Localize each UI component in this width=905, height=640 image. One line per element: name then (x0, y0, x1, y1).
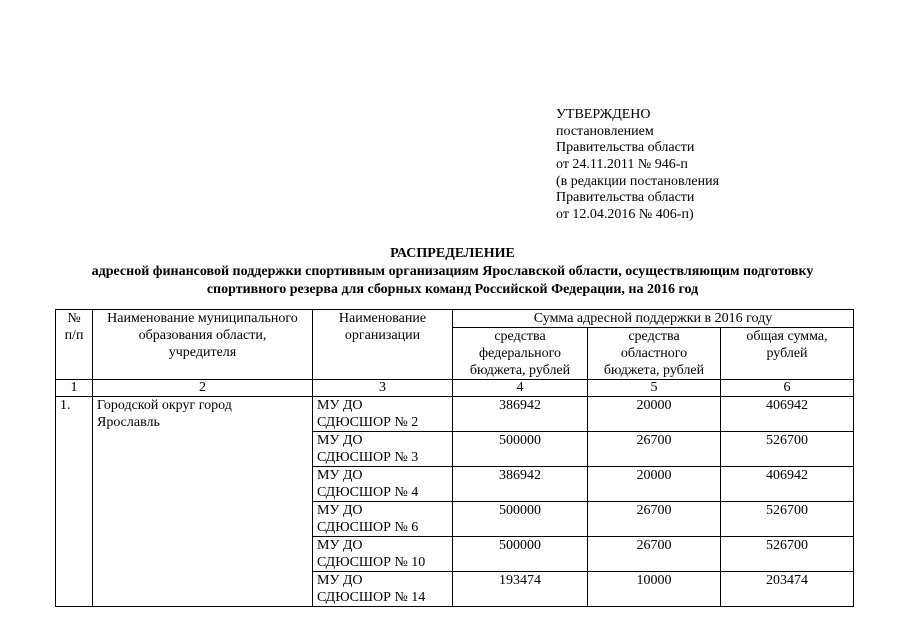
header-regional-budget: средства областного бюджета, рублей (588, 328, 721, 380)
approval-line: УТВЕРЖДЕНО (556, 107, 651, 122)
approval-line: от 12.04.2016 № 406-п) (556, 207, 694, 223)
approval-block (556, 107, 719, 224)
regional-amount: 10000 (588, 572, 721, 607)
organization-name: МУ ДО СДЮСШОР № 4 (313, 467, 453, 502)
organization-name: МУ ДО СДЮСШОР № 6 (313, 502, 453, 537)
municipality-name: Городской округ город Ярославль (93, 397, 313, 607)
federal-amount: 386942 (453, 467, 588, 502)
document-subtitle-line: адресной финансовой поддержки спортивным организациям Ярославской области, осуществляющим подготовку (91, 264, 814, 279)
total-amount: 406942 (721, 397, 854, 432)
header-total-sum: общая сумма, рублей (721, 328, 854, 380)
regional-amount: 26700 (588, 537, 721, 572)
total-amount: 203474 (721, 572, 854, 607)
organization-name: МУ ДО СДЮСШОР № 14 (313, 572, 453, 607)
column-number: 3 (313, 380, 453, 397)
document-title: РАСПРЕДЕЛЕНИЕ (390, 246, 515, 261)
organization-name: МУ ДО СДЮСШОР № 2 (313, 397, 453, 432)
organization-name: МУ ДО СДЮСШОР № 10 (313, 537, 453, 572)
federal-amount: 500000 (453, 502, 588, 537)
header-organization: Наименование организации (313, 310, 453, 380)
header-number: № п/п (56, 310, 93, 380)
row-number: 1. (56, 397, 93, 607)
federal-amount: 193474 (453, 572, 588, 607)
column-number: 2 (93, 380, 313, 397)
header-sum-group: Сумма адресной поддержки в 2016 году (453, 310, 854, 328)
approval-line: от 24.11.2011 № 946-п (556, 157, 688, 173)
document-title-block (0, 245, 905, 299)
approval-line: постановлением (556, 123, 654, 139)
table-row (56, 397, 854, 432)
document-subtitle-line: спортивного резерва для сборных команд Российской Федерации, на 2016 год (206, 282, 699, 297)
organization-name: МУ ДО СДЮСШОР № 3 (313, 432, 453, 467)
column-numbers-row (56, 380, 854, 397)
distribution-table (55, 309, 854, 607)
total-amount: 526700 (721, 432, 854, 467)
header-municipality: Наименование муниципального образования области, учредителя (93, 310, 313, 380)
approval-line: Правительства области (556, 190, 695, 206)
column-number: 5 (588, 380, 721, 397)
column-number: 4 (453, 380, 588, 397)
federal-amount: 386942 (453, 397, 588, 432)
column-number: 6 (721, 380, 854, 397)
total-amount: 406942 (721, 467, 854, 502)
header-federal-budget: средства федерального бюджета, рублей (453, 328, 588, 380)
approval-line: (в редакции постановления (556, 173, 720, 189)
regional-amount: 26700 (588, 432, 721, 467)
federal-amount: 500000 (453, 432, 588, 467)
total-amount: 526700 (721, 502, 854, 537)
regional-amount: 26700 (588, 502, 721, 537)
regional-amount: 20000 (588, 467, 721, 502)
approval-line: Правительства области (556, 140, 695, 156)
total-amount: 526700 (721, 537, 854, 572)
table-header-row (56, 310, 854, 328)
federal-amount: 500000 (453, 537, 588, 572)
regional-amount: 20000 (588, 397, 721, 432)
column-number: 1 (56, 380, 93, 397)
